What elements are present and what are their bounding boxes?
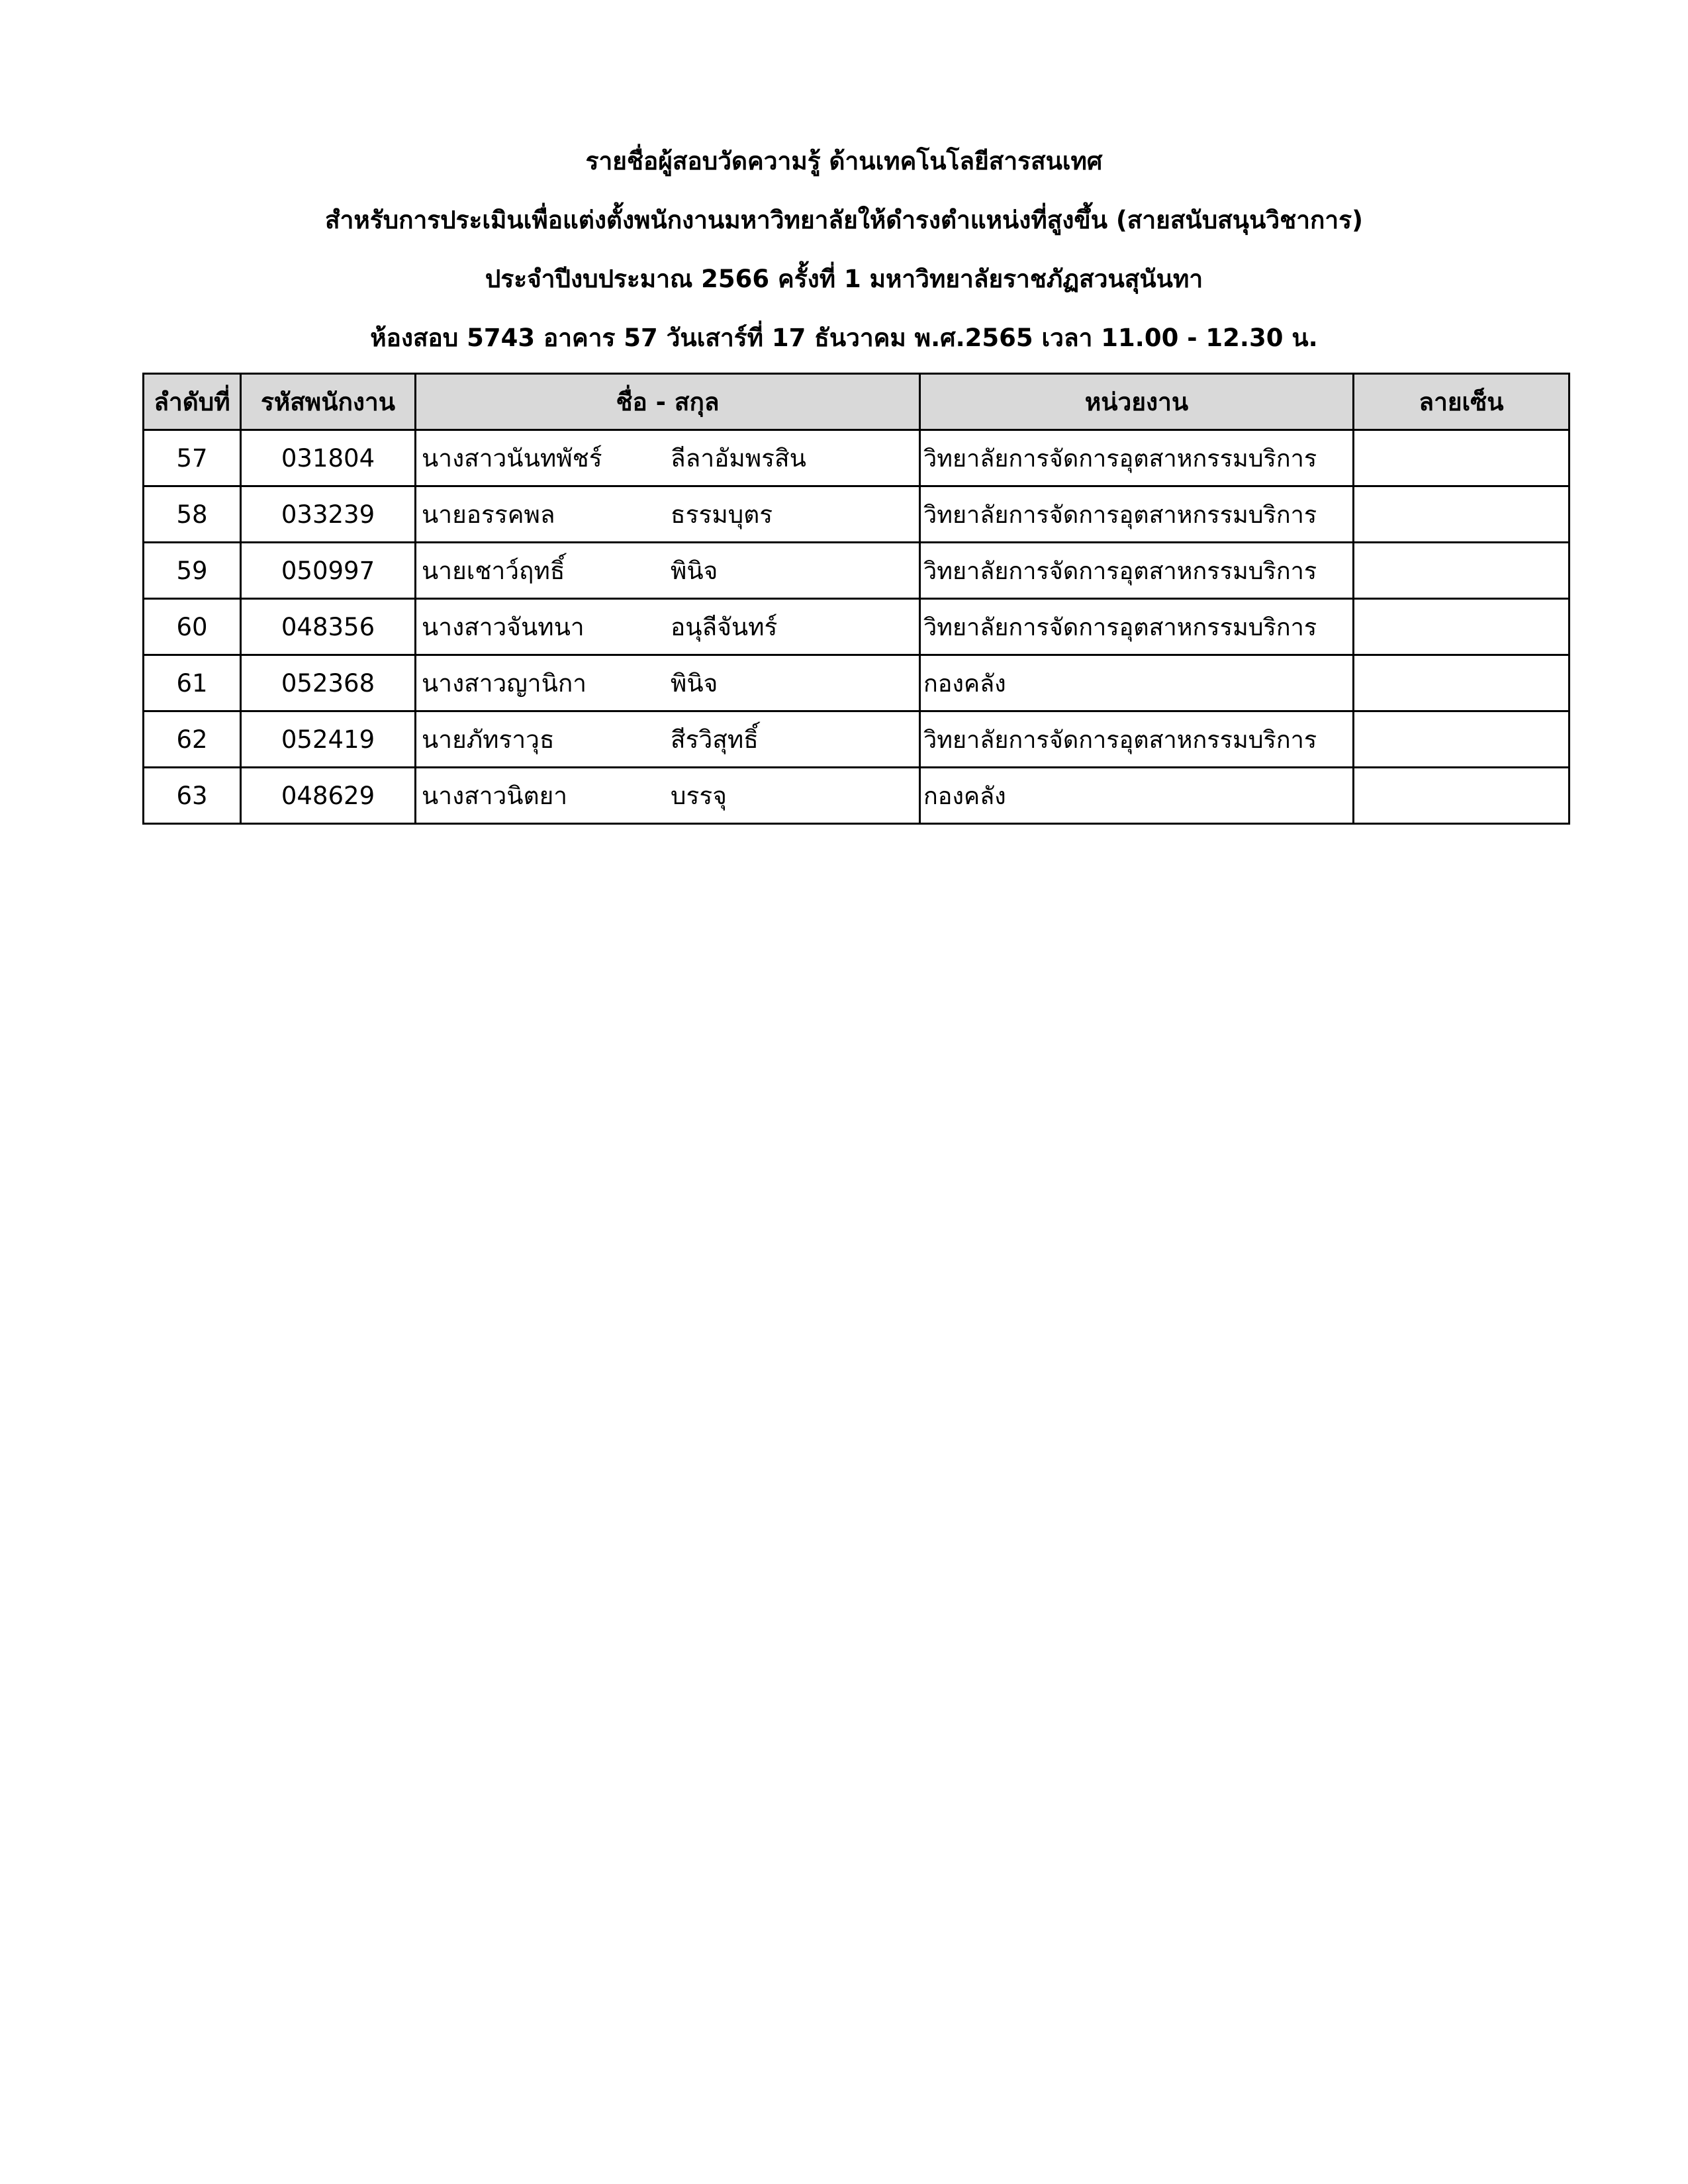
last-name: พินิจ (671, 556, 718, 585)
name-cell (416, 599, 920, 655)
name-cell (416, 543, 920, 599)
last-name: สีรวิสุทธิ์ (671, 725, 759, 754)
unit-cell: วิทยาลัยการจัดการอุตสาหกรรมบริการ (920, 543, 1354, 599)
signature-cell[interactable] (1354, 599, 1570, 655)
name-cell (416, 655, 920, 711)
unit-cell: วิทยาลัยการจัดการอุตสาหกรรมบริการ (920, 711, 1354, 768)
first-name: นางสาวจันทนา (422, 612, 585, 641)
signature-cell[interactable] (1354, 430, 1570, 486)
document-title: รายชื่อผู้สอบวัดความรู้ ด้านเทคโนโลยีสารสนเทศ (585, 147, 1103, 175)
table-row (144, 599, 1570, 655)
column-header-employee-id: รหัสพนักงาน (241, 374, 416, 430)
fiscal-year-line: ประจำปีงบประมาณ 2566 ครั้งที่ 1 มหาวิทยาลัยราชภัฏสวนสุนันทา (485, 265, 1203, 293)
last-name: ธรรมบุตร (671, 500, 773, 529)
first-name: นายภัทราวุธ (422, 725, 555, 754)
column-header-signature: ลายเซ็น (1354, 374, 1570, 430)
first-name: นางสาวญานิกา (422, 668, 587, 698)
table-header-row (144, 374, 1570, 430)
order-cell: 58 (144, 486, 241, 543)
unit-cell: วิทยาลัยการจัดการอุตสาหกรรมบริการ (920, 430, 1354, 486)
column-header-name: ชื่อ - สกุล (416, 374, 920, 430)
order-cell: 63 (144, 768, 241, 824)
order-cell: 57 (144, 430, 241, 486)
employee-id-cell: 052368 (241, 655, 416, 711)
name-cell (416, 486, 920, 543)
employee-id-cell: 052419 (241, 711, 416, 768)
name-cell (416, 711, 920, 768)
unit-cell: วิทยาลัยการจัดการอุตสาหกรรมบริการ (920, 486, 1354, 543)
column-header-unit: หน่วยงาน (920, 374, 1354, 430)
employee-id-cell: 048356 (241, 599, 416, 655)
first-name: นางสาวนิตยา (422, 781, 568, 810)
unit-cell: วิทยาลัยการจัดการอุตสาหกรรมบริการ (920, 599, 1354, 655)
table-row (144, 486, 1570, 543)
table-row (144, 543, 1570, 599)
signature-cell[interactable] (1354, 768, 1570, 824)
order-cell: 60 (144, 599, 241, 655)
signature-cell[interactable] (1354, 486, 1570, 543)
employee-id-cell: 033239 (241, 486, 416, 543)
unit-cell: กองคลัง (920, 768, 1354, 824)
document-header (0, 147, 1688, 383)
first-name: นายอรรคพล (422, 500, 555, 529)
table-row (144, 711, 1570, 768)
order-cell: 62 (144, 711, 241, 768)
signature-cell[interactable] (1354, 655, 1570, 711)
name-cell (416, 430, 920, 486)
last-name: ลีลาอัมพรสิน (671, 443, 806, 473)
signature-cell[interactable] (1354, 711, 1570, 768)
name-cell (416, 768, 920, 824)
order-cell: 59 (144, 543, 241, 599)
column-header-order: ลำดับที่ (144, 374, 241, 430)
unit-cell: กองคลัง (920, 655, 1354, 711)
employee-id-cell: 031804 (241, 430, 416, 486)
first-name: นายเชาว์ฤทธิ์ (422, 556, 565, 585)
signature-cell[interactable] (1354, 543, 1570, 599)
table-row (144, 768, 1570, 824)
document-subtitle: สำหรับการประเมินเพื่อแต่งตั้งพนักงานมหาวิทยาลัยให้ดำรงตำแหน่งที่สูงขึ้น (สายสนับสนุนวิชาการ) (325, 206, 1363, 234)
employee-id-cell: 048629 (241, 768, 416, 824)
employee-id-cell: 050997 (241, 543, 416, 599)
last-name: บรรจุ (671, 781, 727, 810)
table-row (144, 430, 1570, 486)
last-name: อนุลีจันทร์ (671, 612, 778, 641)
table-row (144, 655, 1570, 711)
last-name: พินิจ (671, 668, 718, 698)
exam-room-line: ห้องสอบ 5743 อาคาร 57 วันเสาร์ที่ 17 ธันวาคม พ.ศ.2565 เวลา 11.00 - 12.30 น. (370, 324, 1318, 352)
first-name: นางสาวนันทพัชร์ (422, 443, 602, 473)
examinee-table (142, 373, 1570, 825)
order-cell: 61 (144, 655, 241, 711)
